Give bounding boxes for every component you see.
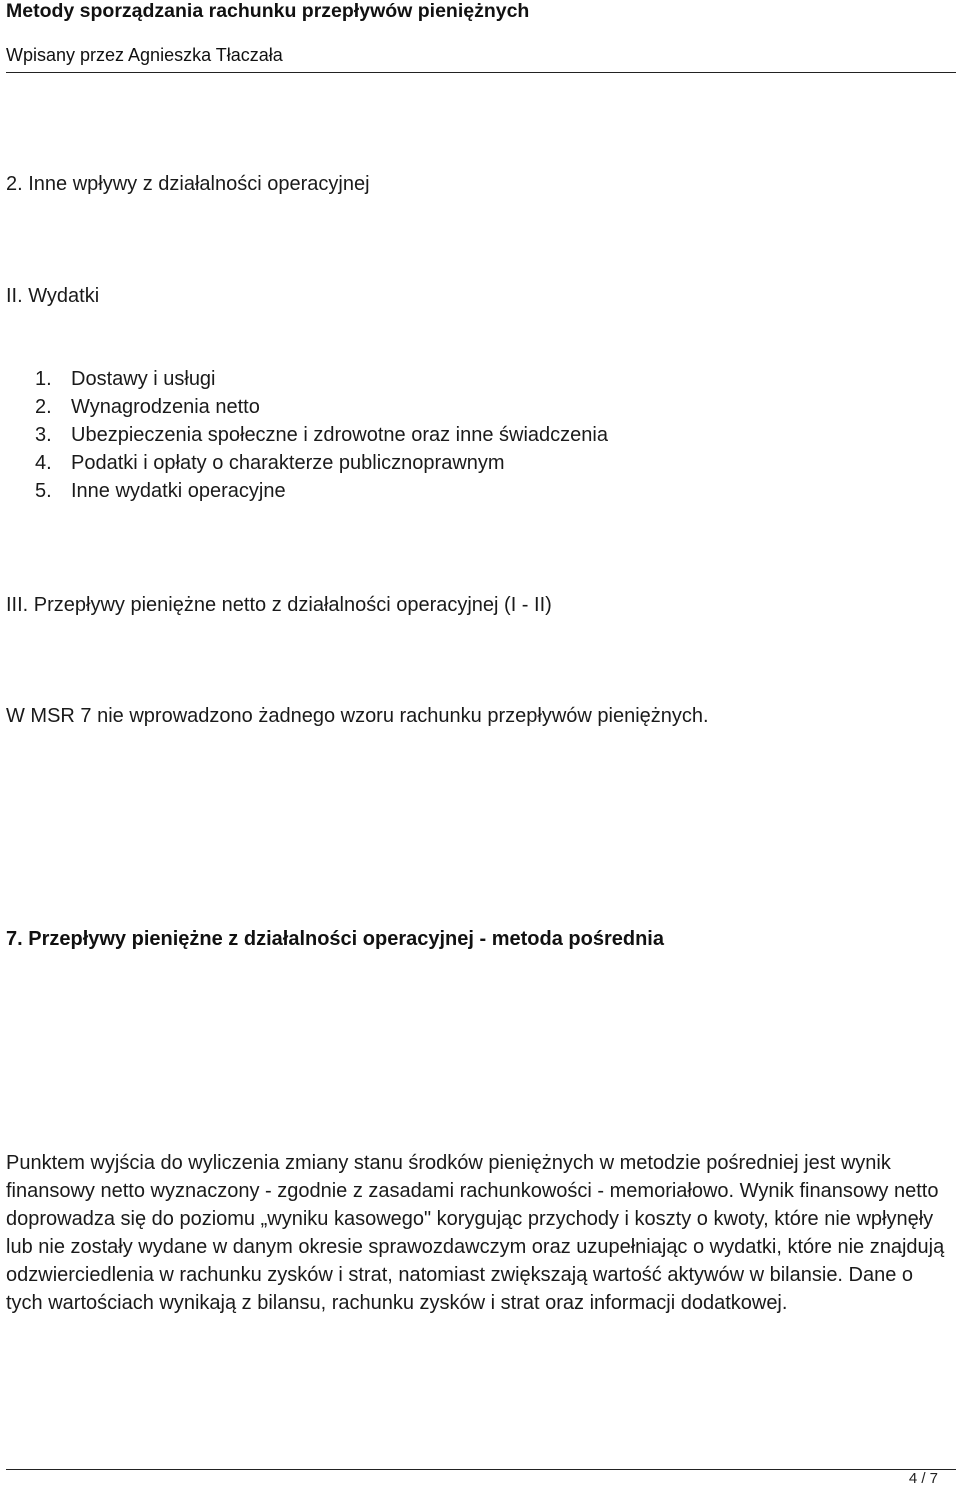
- expense-list: [35, 365, 608, 505]
- header-divider: [6, 72, 956, 73]
- list-item-label: Inne wydatki operacyjne: [71, 480, 286, 502]
- list-item: [35, 393, 608, 421]
- body-paragraph: Punktem wyjścia do wyliczenia zmiany stanu środków pieniężnych w metodzie pośredniej jest wynik finansowy netto wyznaczony - zgodnie z zasadami rachunkowości - memoriałowo. Wynik finansowy netto doprowadza się do poziomu „wyniku kasowego" korygując przychody i koszty o kwoty, które nie wpłynęły lub nie zostały wydane w danym okresie sprawozdawczym oraz uzupełniając o wydatki, które nie znajdują odzwierciedlenia w rachunku zysków i strat, natomiast zwiększają wartość aktywów w bilansie. Dane o tych wartościach wynikają z bilansu, rachunku zysków i strat oraz informacji dodatkowej.: [6, 1152, 945, 1314]
- list-item: [35, 449, 608, 477]
- list-item-label: Wynagrodzenia netto: [71, 396, 260, 418]
- list-item: [35, 421, 608, 449]
- list-item-number: 1.: [35, 368, 52, 390]
- author-line: Wpisany przez Agnieszka Tłaczała: [6, 45, 283, 65]
- footer-divider: [6, 1469, 956, 1470]
- expenses-heading: II. Wydatki: [6, 285, 100, 307]
- list-item-number: 2.: [35, 396, 52, 418]
- page-number: 4 / 7: [908, 1470, 938, 1487]
- list-item: [35, 365, 608, 393]
- list-item-number: 3.: [35, 424, 52, 446]
- list-item-label: Podatki i opłaty o charakterze publicznoprawnym: [71, 452, 505, 474]
- msr-note-line: W MSR 7 nie wprowadzono żadnego wzoru rachunku przepływów pieniężnych.: [6, 705, 709, 727]
- other-operating-inflows-line: 2. Inne wpływy z działalności operacyjnej: [6, 173, 370, 195]
- section-heading: 7. Przepływy pieniężne z działalności operacyjnej - metoda pośrednia: [6, 928, 664, 950]
- list-item-number: 4.: [35, 452, 52, 474]
- list-item: [35, 477, 608, 505]
- net-cash-flows-line: III. Przepływy pieniężne netto z działalności operacyjnej (I - II): [6, 594, 552, 616]
- list-item-number: 5.: [35, 480, 52, 502]
- document-title: Metody sporządzania rachunku przepływów pieniężnych: [6, 0, 530, 22]
- list-item-label: Dostawy i usługi: [71, 368, 216, 390]
- list-item-label: Ubezpieczenia społeczne i zdrowotne oraz inne świadczenia: [71, 424, 608, 446]
